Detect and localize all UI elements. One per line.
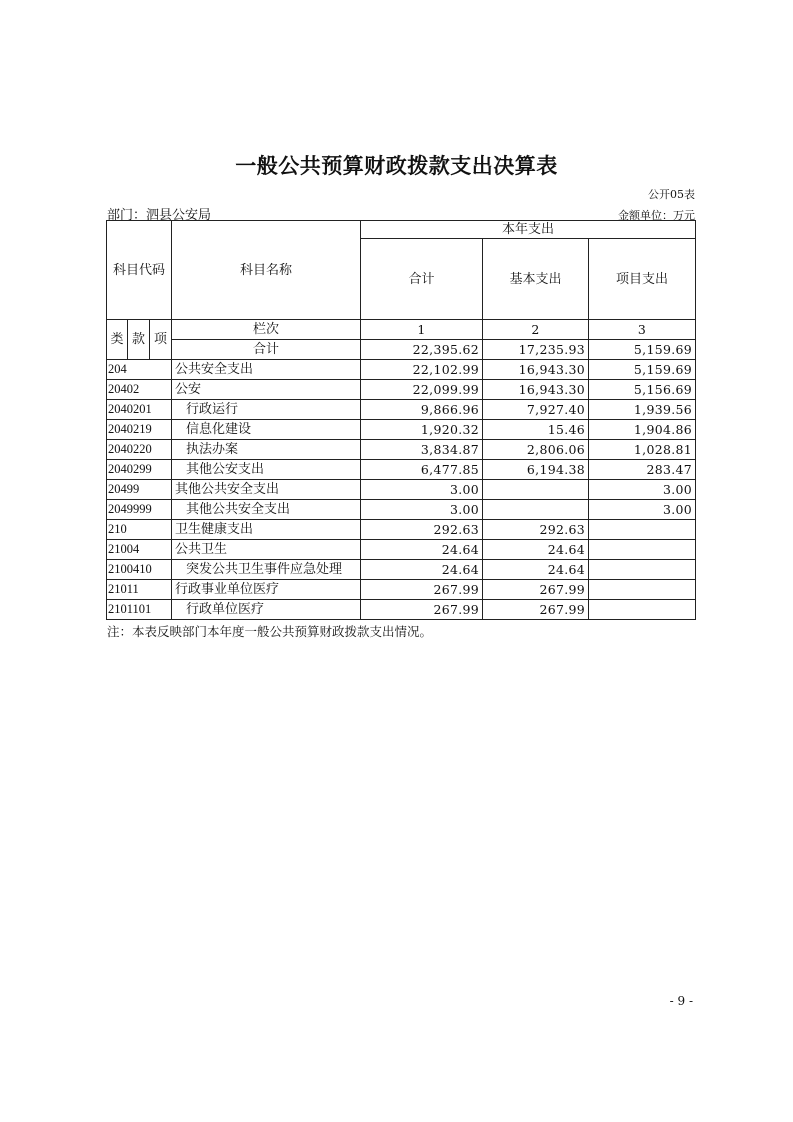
- table-row: [107, 520, 696, 540]
- header-col1: 1: [361, 320, 483, 340]
- total-row-total: 22,395.62: [361, 340, 483, 360]
- row-project: [589, 580, 696, 600]
- header-project: 项目支出: [589, 239, 696, 320]
- row-code: 21004: [107, 540, 172, 560]
- row-project: 1,028.81: [589, 440, 696, 460]
- row-basic: 267.99: [483, 580, 589, 600]
- unit-label: 金额单位：万元: [618, 209, 695, 222]
- row-basic: [483, 480, 589, 500]
- row-code: 2040220: [107, 440, 172, 460]
- total-row-project: 5,159.69: [589, 340, 696, 360]
- row-total: 267.99: [361, 580, 483, 600]
- row-total: 292.63: [361, 520, 483, 540]
- page-title: 一般公共预算财政拨款支出决算表: [235, 154, 558, 178]
- row-code: 204: [107, 360, 172, 380]
- row-project: 1,904.86: [589, 420, 696, 440]
- table-row: [107, 420, 696, 440]
- row-total: 3.00: [361, 500, 483, 520]
- row-basic: [483, 500, 589, 520]
- row-basic: 24.64: [483, 560, 589, 580]
- header-col2: 2: [483, 320, 589, 340]
- table-row: [107, 500, 696, 520]
- row-basic: 2,806.06: [483, 440, 589, 460]
- header-kuan: 款: [128, 320, 150, 360]
- row-code: 20499: [107, 480, 172, 500]
- row-project: [589, 540, 696, 560]
- table-note: 注：本表反映部门本年度一般公共预算财政拨款支出情况。: [107, 624, 433, 639]
- table-row: [107, 380, 696, 400]
- row-project: 3.00: [589, 480, 696, 500]
- table-row: [107, 580, 696, 600]
- header-col3: 3: [589, 320, 696, 340]
- row-total: 9,866.96: [361, 400, 483, 420]
- row-name: 公共卫生: [172, 540, 361, 560]
- header-lei: 类: [107, 320, 128, 360]
- row-project: 3.00: [589, 500, 696, 520]
- row-basic: 292.63: [483, 520, 589, 540]
- header-total: 合计: [361, 239, 483, 320]
- row-code: 2101101: [107, 600, 172, 620]
- row-total: 3.00: [361, 480, 483, 500]
- row-code: 2100410: [107, 560, 172, 580]
- row-total: 22,102.99: [361, 360, 483, 380]
- row-total: 6,477.85: [361, 460, 483, 480]
- row-basic: 16,943.30: [483, 360, 589, 380]
- row-name: 信息化建设: [172, 420, 361, 440]
- row-basic: 24.64: [483, 540, 589, 560]
- column-number-row: [107, 320, 696, 340]
- table-row: [107, 480, 696, 500]
- table-row: [107, 360, 696, 380]
- row-code: 2040201: [107, 400, 172, 420]
- form-number: 公开05表: [648, 188, 695, 201]
- table-row: [107, 540, 696, 560]
- row-name: 突发公共卫生事件应急处理: [172, 560, 361, 580]
- total-row: [107, 340, 696, 360]
- row-basic: 267.99: [483, 600, 589, 620]
- table-row: [107, 560, 696, 580]
- table-row: [107, 600, 696, 620]
- row-total: 24.64: [361, 540, 483, 560]
- row-code: 2049999: [107, 500, 172, 520]
- row-basic: 16,943.30: [483, 380, 589, 400]
- row-name: 其他公安支出: [172, 460, 361, 480]
- row-name: 其他公共安全支出: [172, 500, 361, 520]
- row-project: 1,939.56: [589, 400, 696, 420]
- header-row-1: [107, 221, 696, 239]
- row-total: 3,834.87: [361, 440, 483, 460]
- total-row-name: 合计: [172, 340, 361, 360]
- row-name: 其他公共安全支出: [172, 480, 361, 500]
- table-row: [107, 400, 696, 420]
- header-column-no: 栏次: [172, 320, 361, 340]
- row-project: 283.47: [589, 460, 696, 480]
- page-number: - 9 -: [669, 994, 693, 1008]
- row-name: 卫生健康支出: [172, 520, 361, 540]
- row-basic: 15.46: [483, 420, 589, 440]
- row-name: 行政事业单位医疗: [172, 580, 361, 600]
- table-row: [107, 460, 696, 480]
- row-project: [589, 600, 696, 620]
- row-project: 5,156.69: [589, 380, 696, 400]
- row-code: 2040219: [107, 420, 172, 440]
- total-row-basic: 17,235.93: [483, 340, 589, 360]
- row-name: 公共安全支出: [172, 360, 361, 380]
- row-name: 行政单位医疗: [172, 600, 361, 620]
- header-xiang: 项: [150, 320, 172, 360]
- row-project: [589, 520, 696, 540]
- row-total: 1,920.32: [361, 420, 483, 440]
- row-project: [589, 560, 696, 580]
- budget-table: [106, 220, 696, 620]
- row-name: 公安: [172, 380, 361, 400]
- header-basic: 基本支出: [483, 239, 589, 320]
- row-name: 行政运行: [172, 400, 361, 420]
- row-project: 5,159.69: [589, 360, 696, 380]
- department-label: 部门：泗县公安局: [107, 208, 212, 223]
- table-row: [107, 440, 696, 460]
- row-code: 2040299: [107, 460, 172, 480]
- header-name: 科目名称: [172, 221, 361, 320]
- header-code: 科目代码: [107, 221, 172, 320]
- header-current-year: 本年支出: [361, 221, 696, 239]
- row-code: 21011: [107, 580, 172, 600]
- row-code: 210: [107, 520, 172, 540]
- row-total: 267.99: [361, 600, 483, 620]
- row-total: 22,099.99: [361, 380, 483, 400]
- row-name: 执法办案: [172, 440, 361, 460]
- row-basic: 6,194.38: [483, 460, 589, 480]
- row-total: 24.64: [361, 560, 483, 580]
- row-basic: 7,927.40: [483, 400, 589, 420]
- row-code: 20402: [107, 380, 172, 400]
